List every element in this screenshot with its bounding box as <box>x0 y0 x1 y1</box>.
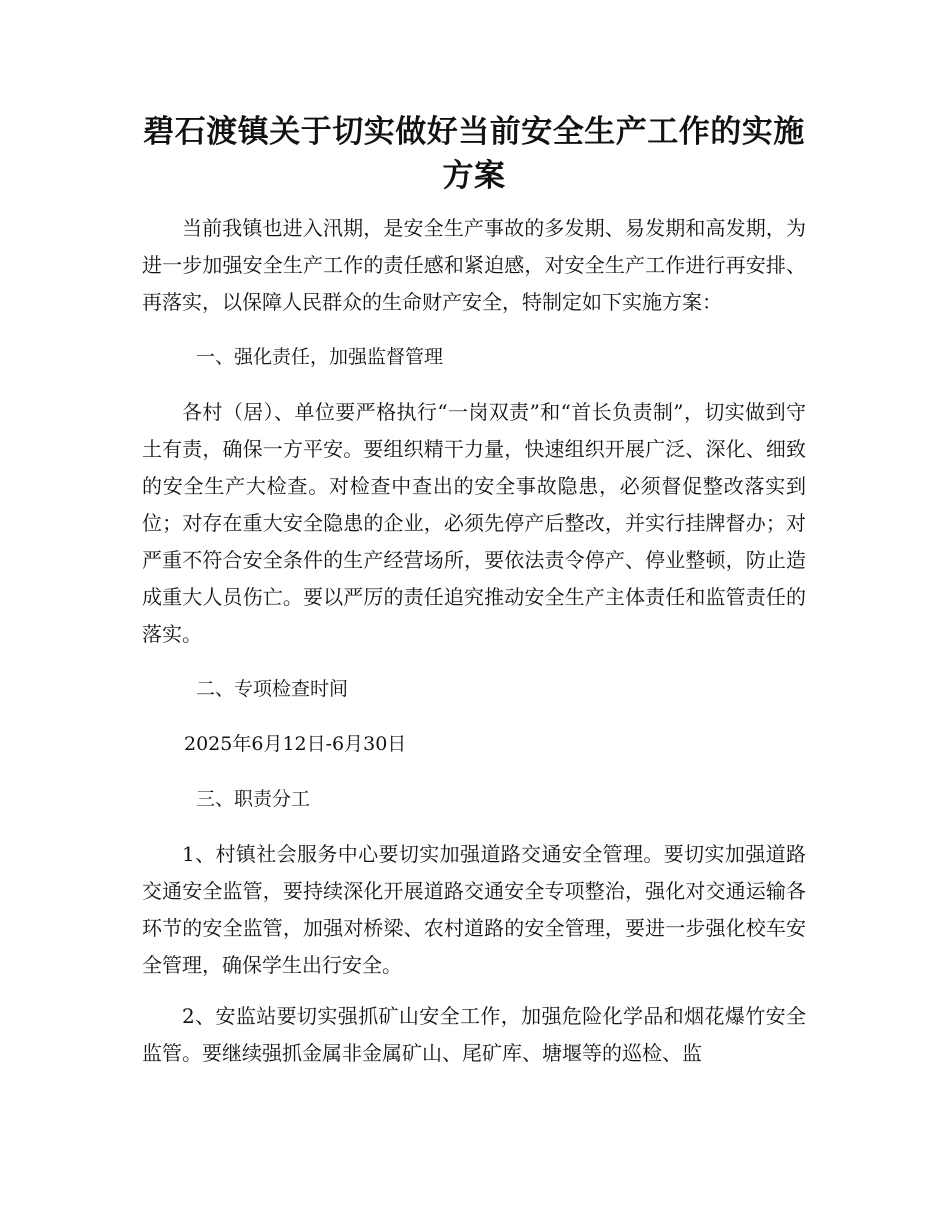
duty-item-1: 1、村镇社会服务中心要切实加强道路交通安全管理。要切实加强道路交通安全监管，要持续深化开展道路交通安全专项整治，强化对交通运输各环节的安全监管，加强对桥梁、农村道路的安全管理，要进一步强化校车安全管理，确保学生出行安全。 <box>142 842 806 977</box>
section-3-heading: 三、职责分工 <box>196 788 311 810</box>
intro-paragraph: 当前我镇也进入汛期，是安全生产事故的多发期、易发期和高发期，为进一步加强安全生产工作的责任感和紧迫感，对安全生产工作进行再安排、再落实，以保障人民群众的生命财产安全，特制定如下实施方案： <box>142 216 806 314</box>
section-1-heading: 一、强化责任，加强监督管理 <box>196 346 444 368</box>
document-page <box>142 110 806 1086</box>
document-title: 碧石渡镇关于切实做好当前安全生产工作的实施方案 <box>143 114 805 194</box>
duty-item-2: 2、安监站要切实强抓矿山安全工作，加强危险化学品和烟花爆竹安全监管。要继续强抓金属非金属矿山、尾矿库、塘堰等的巡检、监 <box>142 1004 806 1065</box>
section-1-body: 各村（居）、单位要严格执行“一岗双责”和“首长负责制”，切实做到守土有责，确保一方平安。要组织精干力量，快速组织开展广泛、深化、细致的安全生产大检查。对检查中查出的安全事故隐患，必须督促整改落实到位；对存在重大安全隐患的企业，必须先停产后整改，并实行挂牌督办；对严重不符合安全条件的生产经营场所，要依法责令停产、停业整顿，防止造成重大人员伤亡。要以严厉的责任追究推动安全生产主体责任和监管责任的落实。 <box>142 400 806 646</box>
section-2-heading: 二、专项检查时间 <box>196 678 349 700</box>
inspection-date-range: 2025年6月12日-6月30日 <box>184 733 407 755</box>
